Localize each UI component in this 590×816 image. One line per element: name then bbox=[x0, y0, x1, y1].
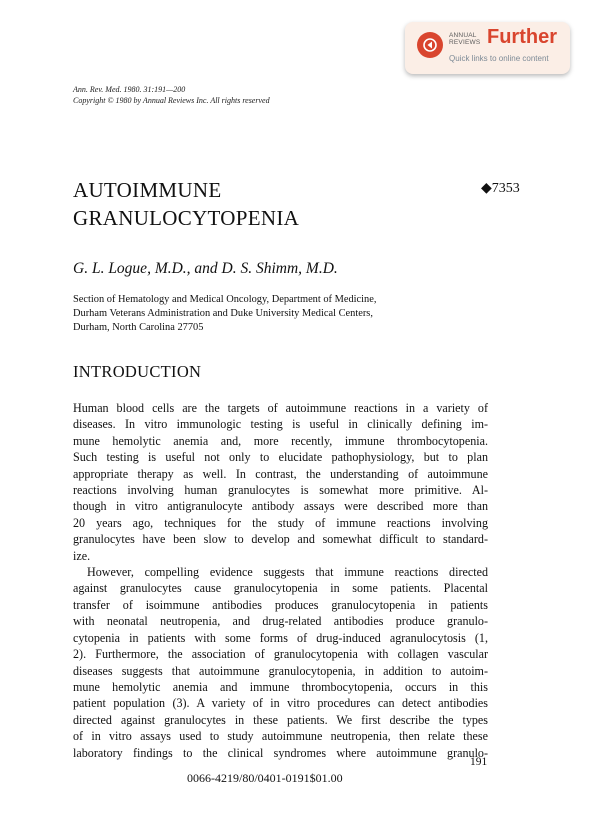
text-line: of in vitro assays used to study autoimmune neutropenia, then relate these bbox=[73, 729, 488, 744]
paragraph-1 bbox=[73, 400, 488, 564]
title-line-1: AUTOIMMUNE bbox=[73, 178, 222, 202]
text-line: mune hemolytic anemia and immune thrombocytopenia, occurs in this bbox=[73, 679, 488, 694]
article-title bbox=[73, 176, 299, 232]
title-line-2: GRANULOCYTOPENIA bbox=[73, 206, 300, 230]
affiliation bbox=[73, 293, 473, 335]
citation-line-1: Ann. Rev. Med. 1980. 31:191—200 bbox=[73, 85, 186, 94]
text-line: However, compelling evidence suggests that immune reactions directed bbox=[87, 565, 488, 580]
text-line: with neonatal neutropenia, and drug-related antibodies produce granulo- bbox=[73, 614, 488, 629]
text-line: Such testing is useful not only to elucidate pathophysiology, but to plan bbox=[73, 450, 488, 465]
text-line: cytopenia in patients with some forms of drug-induced agranulocytosis (1, bbox=[73, 630, 488, 645]
text-line: ize. bbox=[73, 548, 91, 563]
text-line: patient population (3). A variety of in vitro procedures can detect antibodies bbox=[73, 696, 488, 711]
text-line: diseases. In vitro immunologic testing is useful in clinically defining im- bbox=[73, 417, 488, 432]
citation-line-2: Copyright © 1980 by Annual Reviews Inc. All rights reserved bbox=[73, 96, 270, 105]
affiliation-line: Durham, North Carolina 27705 bbox=[73, 322, 204, 333]
brand-small-line1: ANNUAL bbox=[449, 32, 477, 39]
text-line: Human blood cells are the targets of autoimmune reactions in a variety of bbox=[73, 401, 488, 415]
body-text bbox=[73, 400, 488, 761]
text-line: mune hemolytic anemia and, more recently, immune thrombocytopenia. bbox=[73, 433, 488, 448]
footer-code: 0066-4219/80/0401-0191$01.00 bbox=[187, 771, 343, 785]
paragraph-2 bbox=[73, 564, 488, 761]
text-line: reactions involving human granulocytes is somewhat more primitive. Al- bbox=[73, 483, 488, 498]
text-line: though in vitro antigranulocyte antibody assays were described more than bbox=[73, 499, 488, 514]
text-line: appropriate therapy as well. In contrast, the understanding of autoimmune bbox=[73, 466, 488, 481]
text-line: against granulocytes cause granulocytopenia in some patients. Placental bbox=[73, 581, 488, 596]
text-line: diseases suggests that autoimmune granulocytopenia, in addition to autoim- bbox=[73, 663, 488, 678]
annual-reviews-wordmark bbox=[449, 32, 480, 46]
citation bbox=[73, 84, 270, 106]
further-label: Further bbox=[487, 26, 557, 48]
text-line: directed against granulocytes in these patients. We first describe the types bbox=[73, 712, 488, 727]
authors: G. L. Logue, M.D., and D. S. Shimm, M.D. bbox=[73, 260, 338, 277]
play-arrow-icon bbox=[417, 32, 443, 58]
article-number: ◆7353 bbox=[481, 181, 520, 196]
text-line: granulocytes have been slow to develop and somewhat difficult to standard- bbox=[73, 532, 488, 547]
text-line: 20 years ago, techniques for the study of immune reactions involving bbox=[73, 515, 488, 530]
page-number: 191 bbox=[470, 756, 488, 768]
affiliation-line: Section of Hematology and Medical Oncology, Department of Medicine, bbox=[73, 294, 377, 305]
banner-subtitle: Quick links to online content bbox=[449, 54, 549, 63]
text-line: laboratory findings to the clinical syndromes where autoimmune granulo- bbox=[73, 745, 488, 760]
section-heading: INTRODUCTION bbox=[73, 362, 202, 381]
further-links-banner[interactable] bbox=[405, 22, 570, 74]
text-line: transfer of isoimmune antibodies produces granulocytopenia in patients bbox=[73, 597, 488, 612]
text-line: 2). Furthermore, the association of granulocytopenia with collagen vascular bbox=[73, 647, 488, 662]
affiliation-line: Durham Veterans Administration and Duke University Medical Centers, bbox=[73, 308, 373, 319]
brand-small-line2: REVIEWS bbox=[449, 39, 481, 46]
